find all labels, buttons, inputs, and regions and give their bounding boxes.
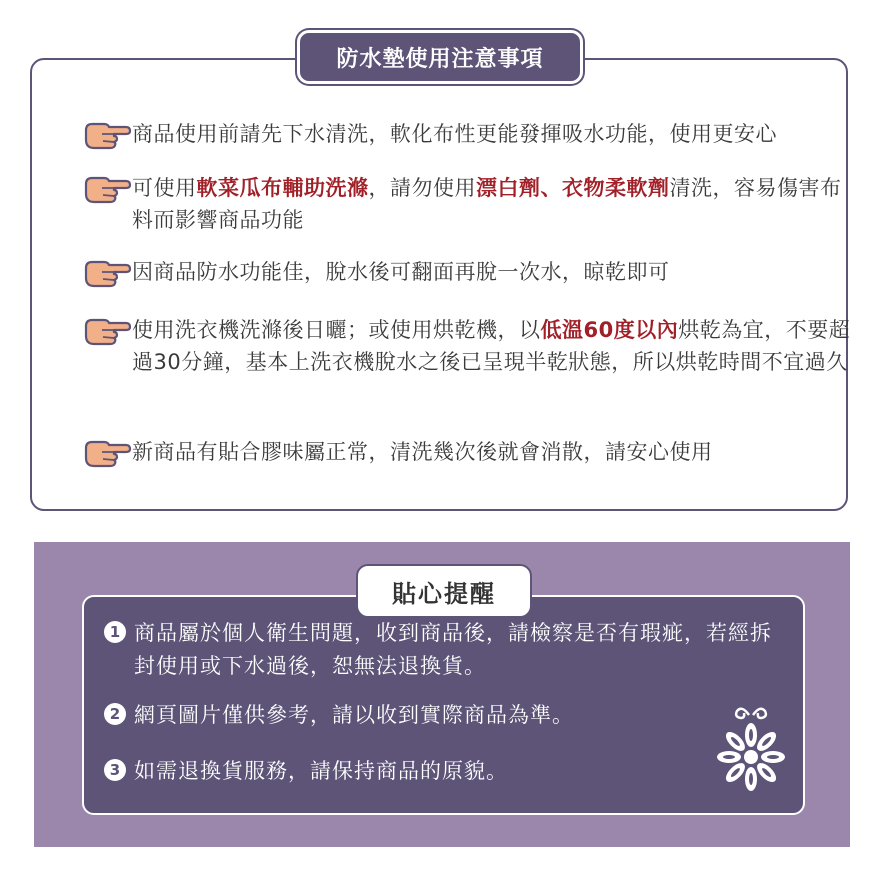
care-text-segment: 烘乾為宜，不要超過30分鐘，基本上洗衣機脫水之後已呈現半乾狀態，所以烘乾時間不宜過久 [132, 318, 851, 374]
care-text-segment: 可使用 [132, 176, 197, 200]
pointing-hand-icon [84, 174, 132, 204]
care-item-text [132, 118, 854, 150]
care-item [84, 436, 854, 468]
tips-box [82, 595, 805, 815]
highlight-text: 低溫60度以內 [540, 318, 679, 342]
care-notice-box [30, 58, 851, 511]
highlight-text: 漂白劑、衣物柔軟劑 [476, 176, 670, 200]
pointing-hand-icon [84, 316, 132, 346]
tip-item [104, 699, 774, 732]
flower-logo-icon [716, 701, 786, 801]
care-title: 防水墊使用注意事項 [297, 30, 583, 84]
care-item-text [132, 172, 854, 236]
pointing-hand-icon [84, 258, 132, 288]
care-item [84, 172, 854, 236]
tip-item [104, 617, 774, 683]
care-item [84, 314, 854, 378]
tip-text: 網頁圖片僅供參考，請以收到實際商品為準。 [134, 703, 574, 727]
care-item [84, 256, 854, 288]
tip-text: 如需退換貨服務，請保持商品的原貌。 [134, 759, 508, 783]
tip-item [104, 755, 774, 788]
tip-number-badge: 3 [104, 759, 126, 781]
care-item-text [132, 314, 854, 378]
care-item-text [132, 256, 854, 288]
pointing-hand-icon [84, 438, 132, 468]
tip-number-badge: 1 [104, 621, 126, 643]
care-text-segment: 商品使用前請先下水清洗，軟化布性更能發揮吸水功能，使用更安心 [132, 122, 777, 146]
tips-title: 貼心提醒 [356, 564, 532, 618]
care-text-segment: 使用洗衣機洗滌後日曬；或使用烘乾機，以 [132, 318, 541, 342]
care-text-segment: 新商品有貼合膠味屬正常，清洗幾次後就會消散，請安心使用 [132, 440, 713, 464]
tips-panel [34, 542, 850, 847]
care-text-segment: 清洗，容易傷害布料而影響商品功能 [132, 176, 842, 232]
pointing-hand-icon [84, 120, 132, 150]
care-item [84, 118, 854, 150]
highlight-text: 軟菜瓜布輔助洗滌 [196, 176, 369, 200]
care-text-segment: ，請勿使用 [368, 176, 476, 200]
tip-text: 商品屬於個人衛生問題，收到商品後，請檢察是否有瑕疵，若經拆封使用或下水過後，恕無法退換貨。 [134, 621, 772, 678]
tip-number-badge: 2 [104, 703, 126, 725]
care-text-segment: 因商品防水功能佳，脫水後可翻面再脫一次水，晾乾即可 [132, 260, 670, 284]
care-item-text [132, 436, 854, 468]
